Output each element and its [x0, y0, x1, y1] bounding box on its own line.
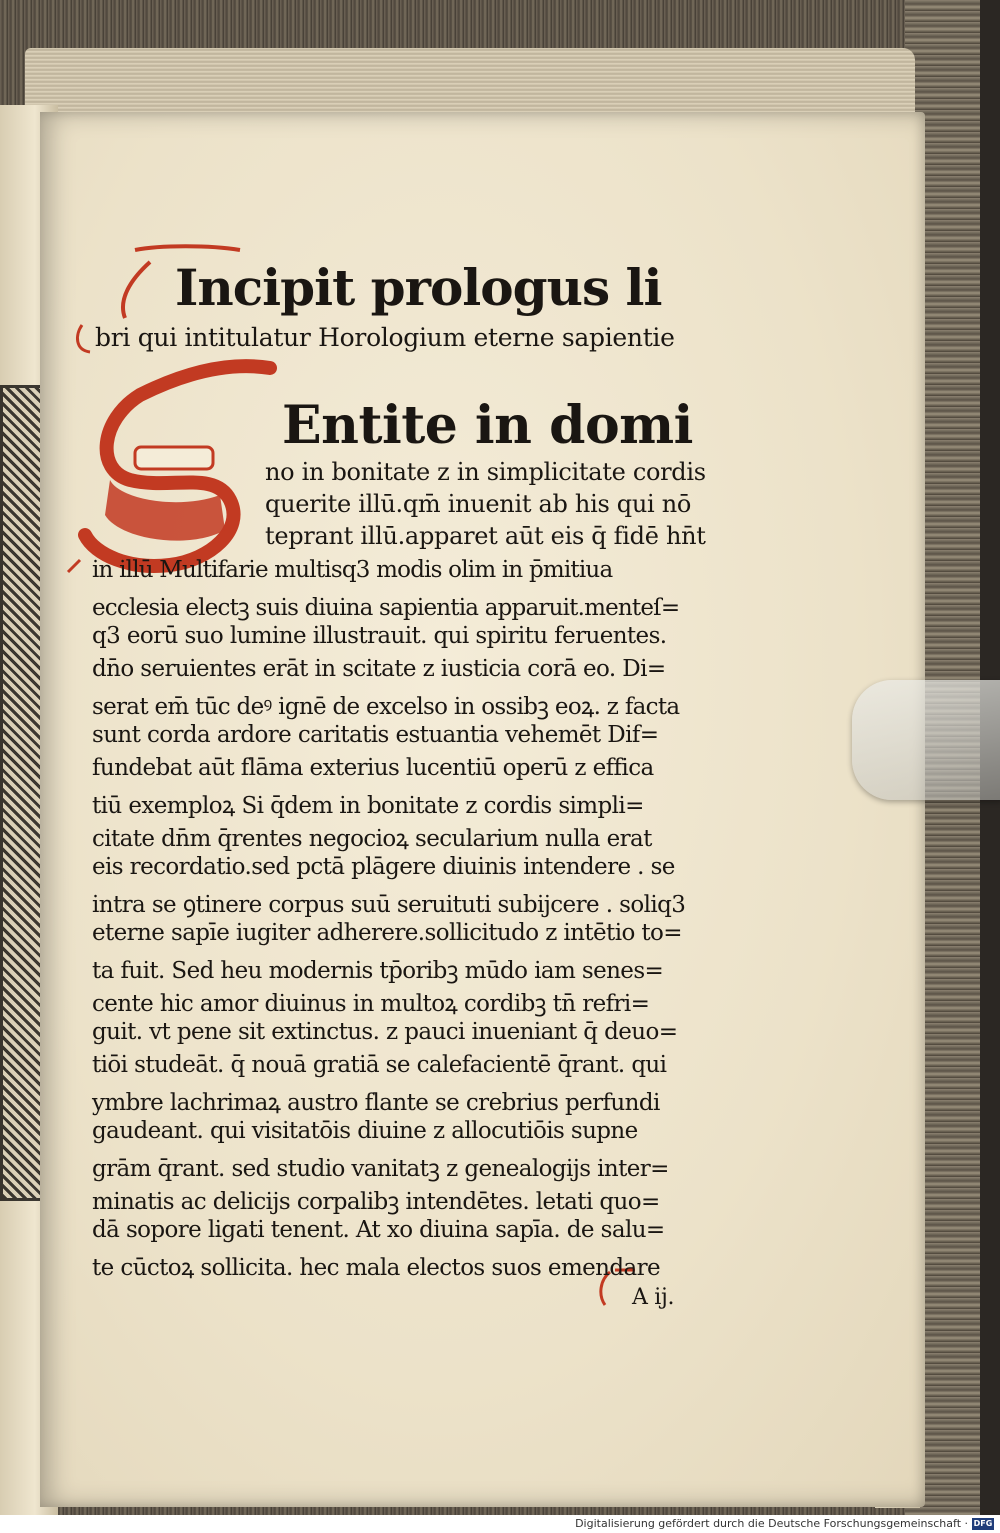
text-line: sunt corda ardore caritatis estuantia vehemēt Dif=: [92, 722, 659, 748]
initial-line: Entite in domi: [282, 395, 693, 456]
text-line: ta fuit. Sed heu modernis tp̄oribꝫ mūdo iam senes=: [92, 958, 664, 984]
text-line: te cūctoꝝ sollicita. hec mala electos suos emendare: [92, 1255, 661, 1281]
initial-s-ornament: [68, 366, 270, 572]
signature-mark: A ij.: [632, 1285, 675, 1310]
text-line: dā sopore ligati tenent. At xo diuina sapīa. de salu=: [92, 1217, 665, 1243]
text-line: tiū exemploꝝ Si q̄dem in bonitate z cordis simpli=: [92, 793, 644, 819]
text-line: guit. vt pene sit extinctus. z pauci inueniant q̄ deuo=: [92, 1019, 678, 1045]
text-line: minatis ac delicijs corpalibꝫ intendētes. letati quo=: [92, 1189, 660, 1215]
text-line: ecclesia electꝫ suis diuina sapientia apparuit.menteſ=: [92, 595, 680, 621]
text-line: cente hic amor diuinus in multoꝝ cordibꝫ tn̄ refri=: [92, 991, 650, 1017]
plastic-page-clip: [852, 680, 1000, 800]
text-line: no in bonitate z in simplicitate cordis: [265, 458, 706, 486]
text-line: eis recordatio.sed pctā plāgere diuinis intendere . se: [92, 854, 675, 880]
text-line: querite illū.qm̄ inuenit ab his qui nō: [265, 490, 692, 518]
subheading: bri qui intitulatur Horologium eterne sapientie: [95, 323, 675, 352]
text-line: intra se ꝯtinere corpus suū seruituti subijcere . soliq3: [92, 892, 686, 918]
text-line: eterne sapīe iugiter adherere.sollicitudo z intētio to=: [92, 920, 682, 946]
text-line: ymbre lachrimaꝝ austro flante se crebrius perfundi: [92, 1090, 660, 1116]
dfg-logo: DFG: [973, 1519, 993, 1528]
text-line: fundebat aūt flāma exterius lucentiū operū z effica: [92, 755, 654, 781]
rubric-subheading-stroke: [77, 325, 90, 352]
heading: Incipit prologus li: [175, 258, 662, 317]
text-line: q3 eorū suo lumine illustrauit. qui spiritu feruentes.: [92, 623, 667, 649]
text-line: grām q̄rant. sed studio vanitatꝫ z genealogijs inter=: [92, 1156, 669, 1182]
text-line: citate dn̄m q̄rentes negocioꝝ secularium nulla erat: [92, 826, 652, 852]
footer-credit: Digitalisierung gefördert durch die Deutsche Forschungsgemeinschaft ·: [575, 1517, 968, 1530]
text-line: gaudeant. qui visitatōis diuine z allocutiōis supne: [92, 1118, 638, 1144]
text-line: dn̄o seruientes erāt in scitate z iusticia corā eo. Di=: [92, 656, 666, 682]
text-line: in illū Multifarie multisq3 modis olim in p̄mitiua: [92, 557, 613, 583]
text-line: tiōi studeāt. q̄ nouā gratiā se calefacientē q̄rant. qui: [92, 1052, 667, 1078]
text-line: serat em̄ tūc deꝰ ignē de excelso in ossibꝫ eoꝝ. z facta: [92, 694, 680, 720]
text-line: teprant illū.apparet aūt eis q̄ fidē hn̄t: [265, 522, 706, 550]
